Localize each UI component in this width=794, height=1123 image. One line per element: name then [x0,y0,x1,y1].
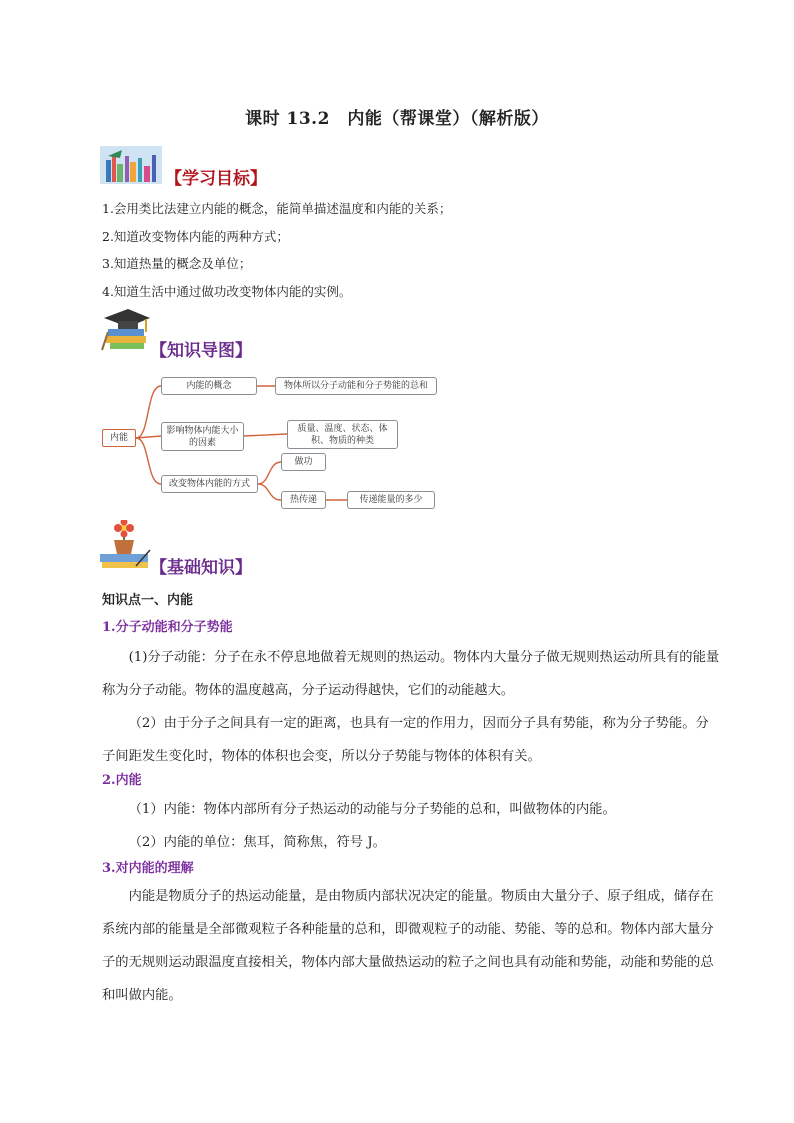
section-heading-basics: 【基础知识】 [150,558,252,578]
paragraph [102,707,722,773]
objective-item: 4.知道生活中通过做功改变物体内能的实例。 [102,284,352,299]
section-heading-mindmap: 【知识导图】 [150,341,252,361]
paragraph [102,793,722,826]
section-heading-objectives: 【学习目标】 [165,169,267,189]
paragraph-text: 内能是物质分子的热运动能量，是由物质内部状况决定的能量。物质由大量分子、原子组成，储存在系统内部的能量是全部微观粒子各种能量的总和，即微观粒子的动能、势能、等的总和。物体内部大量分子的无规则运动跟温度直接相关，物体内部大量做热运动的粒子之间也具有动能和势能，动能和势能的总和叫做内能。 [102,889,714,1003]
mind-map-node: 质量、温度、状态、体积、物质的种类 [287,420,398,449]
paragraph [102,826,722,859]
paragraph [102,641,722,707]
graduation-cap-icon [100,306,152,352]
mind-map-root: 内能 [102,429,136,447]
mind-map-node: 改变物体内能的方式 [161,475,258,493]
subsection-heading: 1.分子动能和分子势能 [102,620,233,635]
mind-map-node: 传递能量的多少 [347,491,435,509]
mind-map [100,370,440,512]
subsection-heading: 2.内能 [102,773,142,788]
mind-map-node: 热传递 [281,491,326,509]
paragraph-text: （2）由于分子之间具有一定的距离，也具有一定的作用力，因而分子具有势能，称为分子势能。分子间距发生变化时，物体的体积也会变，所以分子势能与物体的体积有关。 [102,716,709,764]
paragraph [102,880,722,1012]
paragraph-text: （1）内能：物体内部所有分子热运动的动能与分子势能的总和，叫做物体的内能。 [128,802,616,817]
page-title: 课时 13.2 内能（帮课堂）（解析版） [245,109,549,129]
paragraph-text: (1)分子动能：分子在永不停息地做着无规则的热运动。物体内大量分子做无规则热运动所具有的能量称为分子动能。物体的温度越高，分子运动得越快，它们的动能越大。 [102,650,720,698]
mind-map-node: 影响物体内能大小的因素 [161,422,244,451]
objective-item: 1.会用类比法建立内能的概念，能简单描述温度和内能的关系； [102,201,452,216]
mind-map-node: 内能的概念 [161,377,257,395]
subsection-heading: 3.对内能的理解 [102,861,194,876]
paragraph-text: （2）内能的单位：焦耳，简称焦，符号 J。 [128,835,386,850]
flower-pot-icon [100,520,152,570]
books-icon [100,146,162,184]
mind-map-node: 物体所以分子动能和分子势能的总和 [275,377,437,395]
knowledge-point-heading: 知识点一、内能 [102,593,194,608]
objective-item: 3.知道热量的概念及单位； [102,256,252,271]
mind-map-node: 做功 [281,453,326,471]
objective-item: 2.知道改变物体内能的两种方式； [102,229,289,244]
